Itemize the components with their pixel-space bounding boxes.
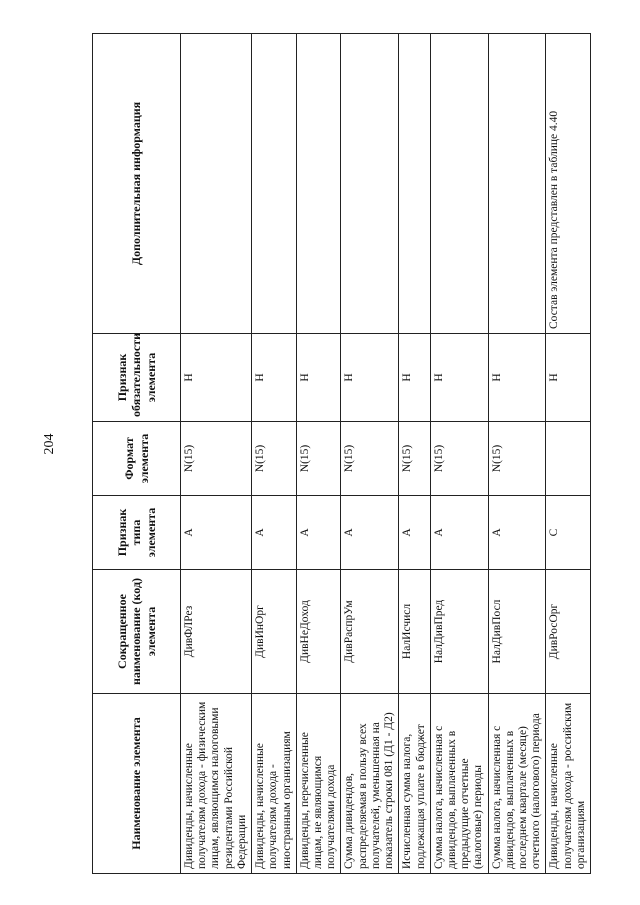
- header-element-format: Формат элемента: [93, 422, 181, 496]
- cell-format: N(15): [488, 422, 546, 496]
- header-element-name: Наименование элемента: [93, 694, 181, 874]
- cell-name: Сумма налога, начисленная с дивидендов, выплаченных в последнем квартале (месяце) отчетного (налогового) периода: [488, 694, 546, 874]
- cell-name: Сумма дивидендов, распределяемая в пользу всех получателей, уменьшенная на показатель строки 081 (Д1 - Д2): [341, 694, 399, 874]
- cell-type: А: [341, 496, 399, 570]
- cell-format: N(15): [341, 422, 399, 496]
- cell-name: Дивиденды, начисленные получателям дохода - российским организациям: [546, 694, 591, 874]
- cell-code: ДивНеДоход: [296, 570, 341, 694]
- table-row: [399, 34, 430, 874]
- cell-format: N(15): [399, 422, 430, 496]
- cell-code: ДивФЛРез: [181, 570, 252, 694]
- cell-info: [430, 34, 488, 334]
- cell-type: А: [181, 496, 252, 570]
- table-header-row: [93, 34, 181, 874]
- cell-code: ДивРосОрг: [546, 570, 591, 694]
- header-element-code: Сокращенное наименование (код) элемента: [93, 570, 181, 694]
- header-element-required: Признак обязательности элемента: [93, 334, 181, 422]
- elements-table: [92, 33, 591, 874]
- cell-type: А: [399, 496, 430, 570]
- table-row: [430, 34, 488, 874]
- header-additional-info: Дополнительная информация: [93, 34, 181, 334]
- cell-name: Дивиденды, начисленные получателям дохода - физическим лицам, являющимся налоговыми резидентами Российской Федерации: [181, 694, 252, 874]
- cell-info: [341, 34, 399, 334]
- cell-name: Дивиденды, перечисленные лицам, не являющимся получателями дохода: [296, 694, 341, 874]
- cell-required: Н: [399, 334, 430, 422]
- cell-required: Н: [488, 334, 546, 422]
- cell-format: N(15): [296, 422, 341, 496]
- cell-info: [399, 34, 430, 334]
- cell-code: НалДивПосл: [488, 570, 546, 694]
- cell-info: Состав элемента представлен в таблице 4.40: [546, 34, 591, 334]
- table-row: [341, 34, 399, 874]
- table-row: [296, 34, 341, 874]
- cell-type: С: [546, 496, 591, 570]
- cell-code: ДивРаспрУм: [341, 570, 399, 694]
- table-row: [252, 34, 297, 874]
- cell-required: Н: [252, 334, 297, 422]
- cell-type: А: [488, 496, 546, 570]
- cell-format: N(15): [181, 422, 252, 496]
- table-row: [546, 34, 591, 874]
- cell-format: [546, 422, 591, 496]
- cell-name: Дивиденды, начисленные получателям дохода - иностранным организациям: [252, 694, 297, 874]
- cell-required: Н: [181, 334, 252, 422]
- table-row: [488, 34, 546, 874]
- cell-format: N(15): [252, 422, 297, 496]
- table-row: [181, 34, 252, 874]
- cell-name: Сумма налога, начисленная с дивидендов, выплаченных в предыдущие отчетные (налоговые) периоды: [430, 694, 488, 874]
- cell-code: ДивИнОрг: [252, 570, 297, 694]
- cell-info: [181, 34, 252, 334]
- cell-required: Н: [546, 334, 591, 422]
- page-number: 204: [42, 433, 57, 455]
- cell-info: [252, 34, 297, 334]
- cell-format: N(15): [430, 422, 488, 496]
- cell-info: [488, 34, 546, 334]
- header-element-type: Признак типа элемента: [93, 496, 181, 570]
- cell-type: А: [296, 496, 341, 570]
- rotated-table-container: [92, 34, 587, 874]
- cell-name: Исчисленная сумма налога, подлежащая уплате в бюджет: [399, 694, 430, 874]
- cell-required: Н: [341, 334, 399, 422]
- cell-code: НалИсчисл: [399, 570, 430, 694]
- cell-code: НалДивПред: [430, 570, 488, 694]
- cell-type: А: [252, 496, 297, 570]
- cell-info: [296, 34, 341, 334]
- cell-type: А: [430, 496, 488, 570]
- cell-required: Н: [430, 334, 488, 422]
- cell-required: Н: [296, 334, 341, 422]
